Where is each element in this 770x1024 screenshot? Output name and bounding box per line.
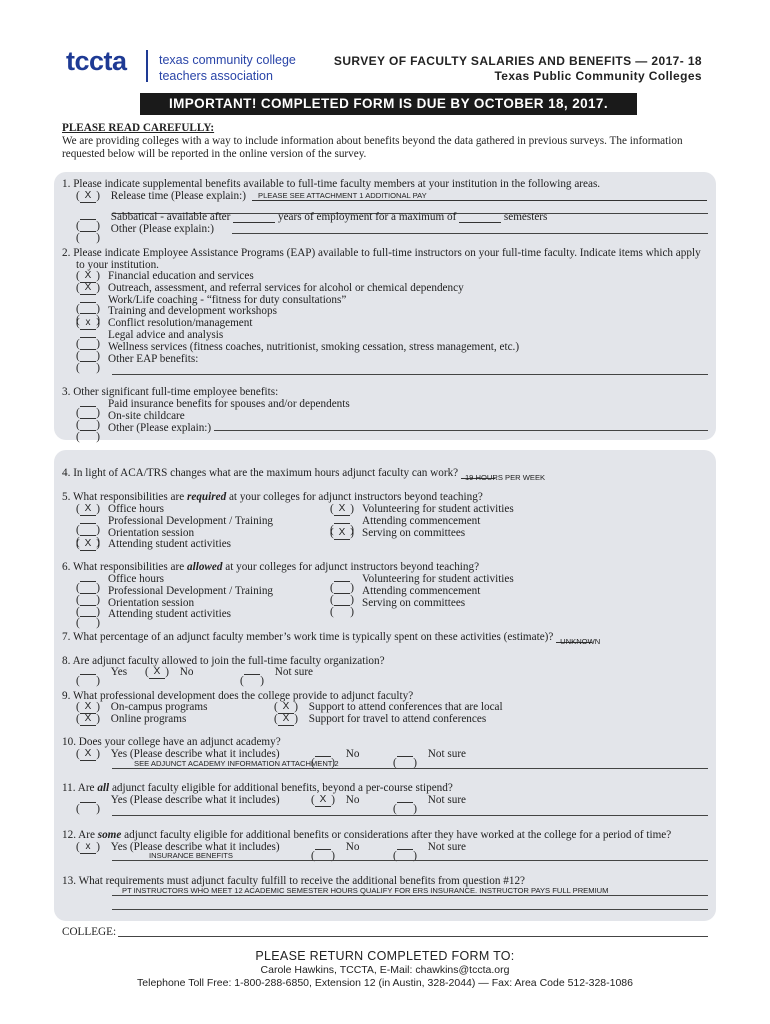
q1-other-row: [76, 223, 214, 235]
q2-option-8-label: Other EAP benefits:: [108, 352, 199, 365]
q2-option-7-row: [76, 341, 519, 353]
q3-option-1-row: [76, 398, 350, 410]
q10-notsure-label: Not sure: [427, 748, 467, 760]
q3-option-3-row: [76, 422, 211, 434]
q13-field-line2[interactable]: [112, 909, 708, 910]
q6-question-pre: 6. What responsibilities are: [62, 561, 188, 573]
q12-question-post: adjunct faculty eligible for additional benefits or considerations after they have worked at the college for a period of time?: [121, 829, 672, 841]
q1-sabbatical-years-field[interactable]: [233, 222, 275, 223]
q6-left-option-3-label: Orientation session: [108, 596, 195, 609]
q6-right-option-1-label: Volunteering for student activities: [362, 573, 514, 585]
q9-oncampus-checkbox[interactable]: ( X ): [76, 701, 100, 714]
q5-question-post: at your colleges for adjunct instructors beyond teaching?: [226, 491, 483, 503]
org-name-line2: teachers association: [159, 69, 273, 83]
q9-question: 9. What professional development does the college provide to adjunct faculty?: [62, 690, 414, 702]
q9-conf-travel-row: [274, 713, 486, 726]
q3-option-2-row: [76, 410, 185, 422]
tccta-logo: tccta: [66, 46, 127, 76]
q6-right-option-3-row: [330, 597, 465, 609]
q12-notsure-label: Not sure: [427, 841, 467, 853]
q1-release-checkbox[interactable]: ( X ): [76, 190, 100, 203]
q11-yes-row: [76, 794, 280, 806]
q4-answer: 19 HOURS PER WEEK: [464, 473, 546, 482]
survey-subtitle: Texas Public Community Colleges: [494, 69, 702, 83]
q11-question-pre: 11. Are: [62, 782, 98, 794]
q1-release-row: [76, 190, 246, 203]
q5-left-option-1-mark: X: [84, 503, 92, 514]
q2-option-3-row: [76, 294, 346, 306]
q8-question: 8. Are adjunct faculty allowed to join the full-time faculty organization?: [62, 655, 385, 667]
intro-text: We are providing colleges with a way to include information about benefits beyond the data gathered in previous surveys. The information requested below will be reported in the online version of the survey.: [62, 135, 683, 161]
q2-option-7-label: Wellness services (fitness coaches, nutritionist, smoking cessation, stress management, etc.): [108, 340, 520, 353]
q6-left-option-2-row: [76, 585, 273, 597]
q13-question: 13. What requirements must adjunct faculty fulfill to receive the additional benefits from question #12?: [62, 875, 526, 887]
q9-conf-travel-checkbox[interactable]: ( X ): [274, 713, 298, 726]
q10-yes-label: Yes (Please describe what it includes): [110, 748, 280, 760]
q10-question: 10. Does your college have an adjunct academy?: [62, 736, 281, 748]
q2-option-6-row: [76, 329, 223, 341]
q1-sabbatical-label-a: Sabbatical - available after: [110, 211, 231, 223]
q5-left-option-4-label: Attending student activities: [108, 538, 232, 551]
footer-contact: Carole Hawkins, TCCTA, E-Mail: chawkins@tccta.org: [260, 964, 510, 976]
logo-divider: [146, 50, 148, 82]
q6-question-emphasis: allowed: [187, 561, 223, 573]
q12-fill: INSURANCE BENEFITS: [149, 851, 233, 860]
q5-left-option-3-row: [76, 527, 194, 539]
q5-left-option-4-checkbox[interactable]: [76, 538, 100, 551]
q10-fill: SEE ADJUNCT ACADEMY INFORMATION ATTACHMENT 2: [134, 759, 339, 768]
q2-option-2-mark: X: [84, 281, 92, 293]
q11-question: [62, 782, 453, 794]
q2-question-line1: 2. Please indicate Employee Assistance Programs (EAP) available to full-time instructors on your full-time faculty. Indicate items which apply: [62, 247, 701, 259]
q11-describe-field[interactable]: [112, 815, 708, 816]
q10-no-label: No: [345, 748, 360, 760]
q2-option-2-label: Outreach, assessment, and referral services for alcohol or chemical dependency: [108, 281, 464, 294]
q7-question: 7. What percentage of an adjunct faculty member’s work time is typically spent on these activities (estimate)?: [62, 631, 554, 643]
q5-left-option-2-row: [76, 515, 273, 527]
q6-left-option-1-row: [76, 573, 164, 585]
q2-option-5-label: Conflict resolution/management: [108, 317, 253, 330]
q6-left-option-3-row: [76, 597, 194, 609]
q11-no-checkbox[interactable]: ( X ): [311, 794, 335, 807]
q4-question: 4. In light of ACA/TRS changes what are the maximum hours adjunct faculty can work?: [62, 467, 459, 479]
q8-yes-row: [76, 666, 127, 678]
q5-right-option-1-mark: X: [338, 503, 346, 514]
q6-right-option-1-row: [330, 573, 514, 585]
q9-online-label: Online programs: [110, 713, 187, 725]
q7-row: [62, 631, 601, 646]
q1-sabbatical-row: [76, 211, 547, 223]
q5-left-option-1-label: Office hours: [108, 503, 165, 515]
q3-other-field[interactable]: [214, 430, 708, 431]
q6-right-option-2-row: [330, 585, 480, 597]
q11-question-post: adjunct faculty eligible for additional benefits, beyond a per-course stipend?: [109, 782, 453, 794]
q9-conf-local-checkbox[interactable]: ( X ): [274, 701, 298, 714]
q12-question-emphasis: some: [97, 829, 122, 841]
q5-left-option-2-label: Professional Development / Training: [108, 514, 274, 527]
q3-option-1-label: Paid insurance benefits for spouses and/or dependents: [108, 398, 350, 410]
q6-right-option-2-label: Attending commencement: [362, 584, 481, 597]
q10-yes-checkbox[interactable]: ( X ): [76, 748, 100, 761]
q7-answer: UNKNOWN: [560, 637, 601, 646]
q1-release-fill: PLEASE SEE ATTACHMENT 1 ADDITIONAL PAY: [258, 191, 427, 200]
q1-sabbatical-label-c: semesters: [503, 211, 548, 223]
q5-right-option-2-row: [330, 515, 480, 527]
q2-option-8-row: [76, 353, 198, 365]
q5-right-option-1-label: Volunteering for student activities: [362, 503, 514, 515]
footer-return-heading: PLEASE RETURN COMPLETED FORM TO:: [255, 949, 515, 963]
q7-answer-field[interactable]: [556, 637, 601, 646]
q6-left-option-1-label: Office hours: [108, 573, 165, 585]
q12-question-pre: 12. Are: [62, 829, 98, 841]
q11-no-row: [311, 794, 359, 807]
q5-right-option-3-row: [330, 527, 465, 540]
q8-yes-label: Yes: [110, 666, 128, 678]
q11-no-label: No: [345, 794, 360, 806]
q1-release-field[interactable]: [252, 190, 707, 201]
q9-conf-local-label: Support to attend conferences that are local: [308, 701, 503, 713]
q11-notsure-label: Not sure: [427, 794, 467, 806]
q8-notsure-row: [240, 666, 313, 678]
q2-other-field[interactable]: [112, 374, 708, 375]
q12-yes-label: Yes (Please describe what it includes): [110, 841, 280, 853]
q5-left-option-4-mark: X: [84, 538, 92, 550]
q12-no-label: No: [345, 841, 360, 853]
q8-no-row: [145, 666, 193, 679]
q6-left-option-4-row: [76, 608, 231, 620]
q5-question-emphasis: required: [187, 491, 227, 503]
due-date-banner: IMPORTANT! COMPLETED FORM IS DUE BY OCTOBER 18, 2017.: [140, 93, 637, 115]
org-name-line1: texas community college: [159, 53, 296, 67]
college-field[interactable]: [118, 936, 708, 937]
q8-notsure-label: Not sure: [274, 666, 314, 678]
survey-title: SURVEY OF FACULTY SALARIES AND BENEFITS — 2017- 18: [333, 54, 702, 68]
q11-yes-label: Yes (Please describe what it includes): [110, 794, 280, 806]
q1-sabbatical-label-b: years of employment for a maximum of: [277, 211, 457, 223]
q1-question: 1. Please indicate supplemental benefits available to full-time faculty members at your institution in the following areas.: [62, 178, 601, 190]
q1-other-field[interactable]: [232, 233, 708, 234]
q4-answer-field[interactable]: [461, 473, 546, 482]
college-label: COLLEGE:: [62, 926, 117, 938]
q11-question-emphasis: all: [97, 782, 110, 794]
q12-notsure-row: [393, 841, 466, 853]
q6-right-option-3-label: Serving on committees: [362, 596, 466, 609]
q3-option-3-label: Other (Please explain:): [108, 421, 212, 434]
intro-heading: PLEASE READ CAREFULLY:: [62, 122, 215, 134]
q2-option-4-row: [76, 305, 277, 317]
q6-left-option-4-label: Attending student activities: [108, 608, 232, 621]
survey-title-block: [334, 54, 702, 84]
q5-right-option-3-checkbox[interactable]: [330, 527, 354, 540]
q2-option-3-label: Work/Life coaching - “fitness for duty consultations”: [108, 293, 347, 306]
q5-left-option-3-label: Orientation session: [108, 526, 195, 539]
q6-question: [62, 561, 479, 573]
q2-option-6-label: Legal advice and analysis: [108, 329, 224, 341]
q1-release-label: Release time (Please explain:): [110, 190, 246, 202]
q12-question: [62, 829, 671, 841]
q9-oncampus-label: On-campus programs: [110, 701, 208, 713]
q5-right-option-2-label: Attending commencement: [362, 514, 481, 527]
q1-sabbatical-max-field[interactable]: [459, 222, 501, 223]
q2-option-5-mark: x: [85, 317, 91, 329]
q2-option-1-label: Financial education and services: [108, 270, 254, 282]
q5-right-option-3-label: Serving on committees: [362, 526, 466, 539]
q9-online-checkbox[interactable]: ( X ): [76, 713, 100, 726]
q13-field-line1[interactable]: [112, 895, 708, 896]
q5-question: [62, 491, 483, 503]
q2-option-4-label: Training and development workshops: [108, 305, 277, 318]
q12-describe-field[interactable]: [112, 860, 708, 861]
q12-no-row: [311, 841, 359, 853]
q12-yes-checkbox[interactable]: ( x ): [76, 841, 100, 854]
q13-fill: PT INSTRUCTORS WHO MEET 12 ACADEMIC SEMESTER HOURS QUALIFY FOR ERS INSURANCE. INSTRUCTOR PAYS FULL PREMIUM: [122, 886, 609, 895]
q4-row: [62, 467, 546, 482]
q11-notsure-row: [393, 794, 466, 806]
q6-question-post: at your colleges for adjunct instructors beyond teaching?: [222, 561, 480, 573]
q3-option-2-label: On-site childcare: [108, 409, 185, 422]
q10-notsure-row: [393, 748, 466, 760]
footer-phone-fax: Telephone Toll Free: 1-800-288-6850, Extension 12 (in Austin, 328-2044) — Fax: Area Code 512-328-1086: [137, 977, 633, 989]
q1-other-label: Other (Please explain:): [110, 223, 214, 235]
q5-left-option-4-row: [76, 538, 231, 551]
q9-online-row: [76, 713, 186, 726]
intro-block: [62, 122, 722, 162]
q8-no-label: No: [179, 666, 194, 678]
q9-conf-travel-label: Support for travel to attend conferences: [308, 713, 487, 725]
q2-option-1-mark: X: [84, 270, 92, 281]
q2-question-line2: to your institution.: [76, 259, 159, 271]
q6-left-option-2-label: Professional Development / Training: [108, 584, 274, 597]
q10-describe-field[interactable]: [112, 768, 708, 769]
q5-right-option-3-mark: X: [338, 526, 346, 538]
q8-no-checkbox[interactable]: ( X ): [145, 666, 169, 679]
q5-question-pre: 5. What responsibilities are: [62, 491, 188, 503]
q3-question: 3. Other significant full-time employee benefits:: [62, 386, 279, 398]
